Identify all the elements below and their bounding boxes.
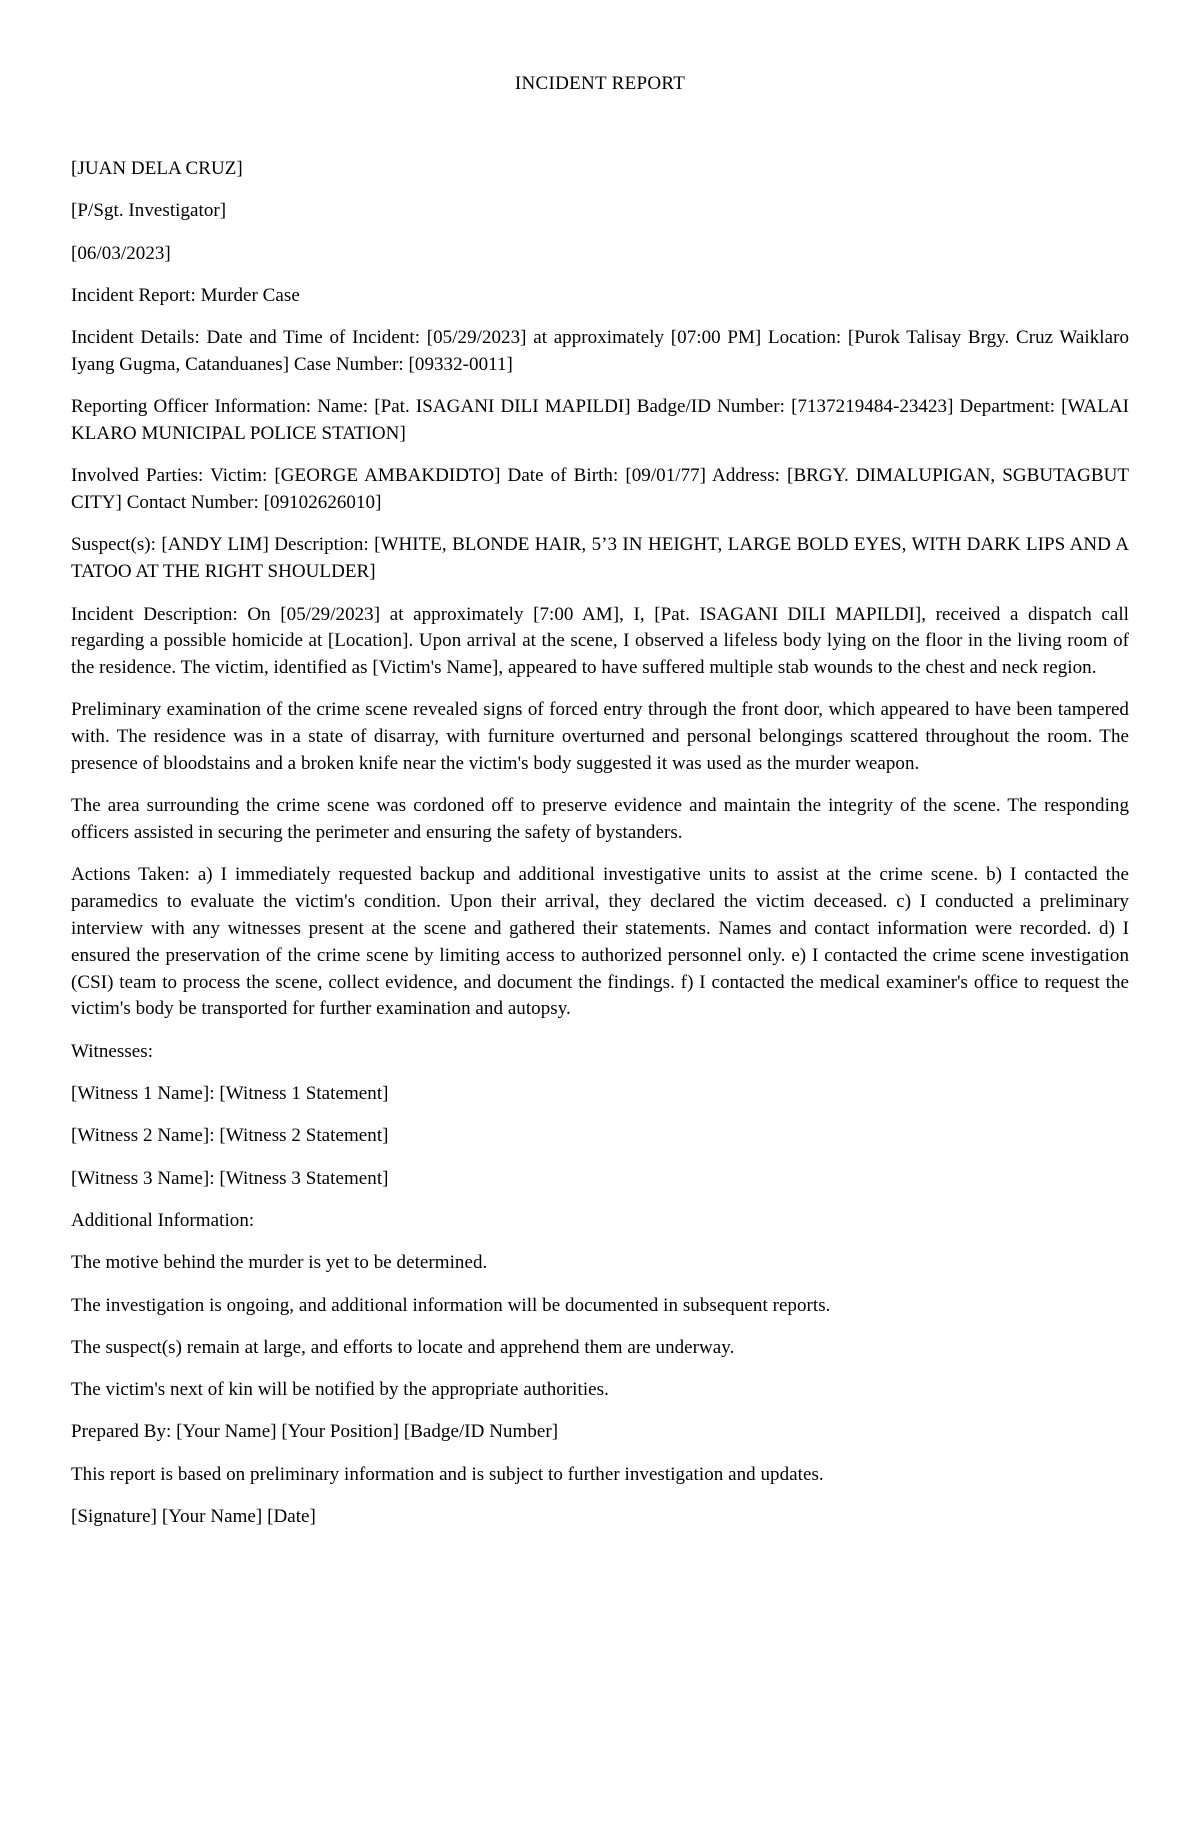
witness-3: [Witness 3 Name]: [Witness 3 Statement] bbox=[71, 1167, 389, 1189]
document-body bbox=[71, 156, 1129, 1546]
involved-parties: Involved Parties: Victim: [GEORGE AMBAKDIDTO] Date of Birth: [09/01/77] Address: [BRGY. DIMALUPIGAN, SGBUTAGBUT CITY] Contact Number: [09102626010] bbox=[71, 465, 1129, 514]
scene-security: The area surrounding the crime scene was cordoned off to preserve evidence and maintain the integrity of the scene. The responding officers assisted in securing the perimeter and ensuring the safety of bystanders. bbox=[71, 795, 1129, 844]
report-date: [06/03/2023] bbox=[71, 242, 171, 264]
witness-2: [Witness 2 Name]: [Witness 2 Statement] bbox=[71, 1125, 389, 1147]
witness-1: [Witness 1 Name]: [Witness 1 Statement] bbox=[71, 1083, 389, 1105]
prepared-by: Prepared By: [Your Name] [Your Position] [Badge/ID Number] bbox=[71, 1421, 559, 1443]
author-name: [JUAN DELA CRUZ] bbox=[71, 158, 243, 179]
additional-info-investigation: The investigation is ongoing, and additional information will be documented in subsequent reports. bbox=[71, 1294, 831, 1316]
suspect-description: Suspect(s): [ANDY LIM] Description: [WHITE, BLONDE HAIR, 5’3 IN HEIGHT, LARGE BOLD EYES, WITH DARK LIPS AND A TATOO AT THE RIGHT SHOULDER] bbox=[71, 534, 1129, 583]
additional-info-motive: The motive behind the murder is yet to be determined. bbox=[71, 1252, 488, 1274]
actions-taken: Actions Taken: a) I immediately requested backup and additional investigative units to assist at the crime scene. b) I contacted the paramedics to evaluate the victim's condition. Upon their arrival, they declared the victim deceased. c) I conducted a preliminary interview with any witnesses present at the scene and gathered their statements. Names and contact information were recorded. d) I ensured the preservation of the crime scene by limiting access to authorized personnel only. e) I contacted the crime scene investigation (CSI) team to process the scene, collect evidence, and document the findings. f) I contacted the medical examiner's office to request the victim's body be transported for further examination and autopsy. bbox=[71, 864, 1129, 1020]
author-position: [P/Sgt. Investigator] bbox=[71, 200, 227, 222]
incident-details: Incident Details: Date and Time of Incident: [05/29/2023] at approximately [07:00 PM] Location: [Purok Talisay Brgy. Cruz Waiklaro Iyang Gugma, Catanduanes] Case Number: [09332-0011] bbox=[71, 327, 1129, 375]
signature-line: [Signature] [Your Name] [Date] bbox=[71, 1505, 316, 1527]
document-title: INCIDENT REPORT bbox=[514, 73, 686, 94]
report-disclaimer: This report is based on preliminary information and is subject to further investigation and updates. bbox=[71, 1463, 824, 1485]
incident-description: Incident Description: On [05/29/2023] at approximately [7:00 AM], I, [Pat. ISAGANI DILI MAPILDI], received a dispatch call regarding a possible homicide at [Location]. Upon arrival at the scene, I observed a lifeless body lying on the floor in the living room of the residence. The victim, identified as [Victim's Name], appeared to have suffered multiple stab wounds to the chest and neck region. bbox=[71, 603, 1129, 679]
reporting-officer-info: Reporting Officer Information: Name: [Pat. ISAGANI DILI MAPILDI] Badge/ID Number: [7137219484-23423] Department: [WALAI KLARO MUNICIPAL POLICE STATION] bbox=[71, 396, 1129, 445]
additional-info-heading: Additional Information: bbox=[71, 1209, 255, 1231]
additional-info-suspects: The suspect(s) remain at large, and efforts to locate and apprehend them are underway. bbox=[71, 1336, 735, 1358]
preliminary-examination: Preliminary examination of the crime scene revealed signs of forced entry through the front door, which appeared to have been tampered with. The residence was in a state of disarray, with furniture overturned and personal belongings scattered throughout the room. The presence of bloodstains and a broken knife near the victim's body suggested it was used as the murder weapon. bbox=[71, 699, 1129, 775]
report-subject: Incident Report: Murder Case bbox=[71, 284, 300, 306]
additional-info-next-of-kin: The victim's next of kin will be notified by the appropriate authorities. bbox=[71, 1379, 609, 1401]
witnesses-heading: Witnesses: bbox=[71, 1040, 154, 1062]
